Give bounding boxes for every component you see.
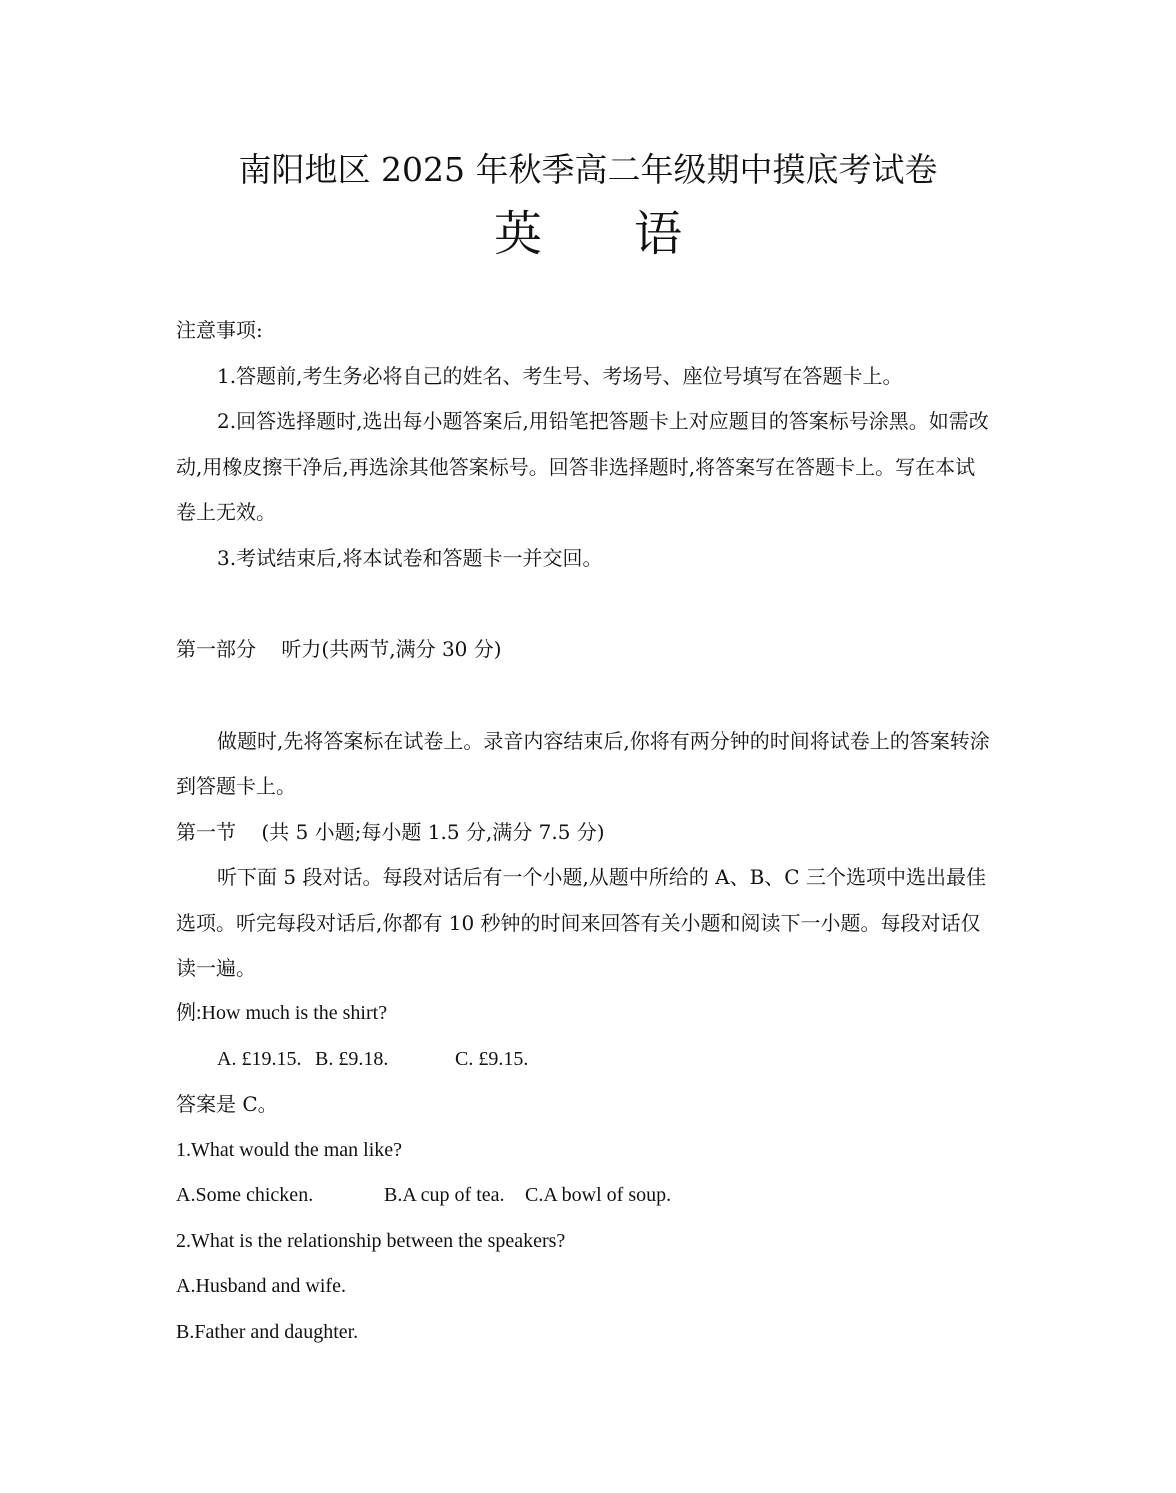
question-2-option-b: B.Father and daughter.	[176, 1321, 359, 1343]
section1-intro-line-3: 读一遍。	[176, 956, 256, 980]
example-option-a: A. £19.15.	[217, 1048, 302, 1070]
question-1-stem: 1.What would the man like?	[176, 1139, 403, 1161]
part1-intro-line-2: 到答题卡上。	[176, 774, 296, 798]
example-answer: 答案是 C。	[176, 1092, 278, 1116]
section1-heading: 第一节 (共 5 小题;每小题 1.5 分,满分 7.5 分)	[176, 820, 605, 844]
notice-item-2-line-1: 2.回答选择题时,选出每小题答案后,用铅笔把答题卡上对应题目的答案标号涂黑。如需改	[217, 409, 989, 433]
notice-heading: 注意事项:	[176, 318, 263, 342]
example-question: 例:How much is the shirt?	[176, 1002, 388, 1024]
exam-title: 南阳地区 2025 年秋季高二年级期中摸底考试卷	[238, 150, 938, 189]
section1-intro-line-1: 听下面 5 段对话。每段对话后有一个小题,从题中所给的 A、B、C 三个选项中选出最佳	[217, 865, 986, 889]
question-1-option-b: B.A cup of tea.	[384, 1184, 505, 1206]
example-option-c: C. £9.15.	[455, 1048, 529, 1070]
example-option-b: B. £9.18.	[315, 1048, 389, 1070]
question-2-option-a: A.Husband and wife.	[176, 1275, 346, 1297]
notice-item-1: 1.答题前,考生务必将自己的姓名、考生号、考场号、座位号填写在答题卡上。	[217, 364, 903, 388]
notice-item-3: 3.考试结束后,将本试卷和答题卡一并交回。	[217, 546, 603, 570]
part1-heading: 第一部分 听力(共两节,满分 30 分)	[176, 637, 502, 661]
part1-intro-line-1: 做题时,先将答案标在试卷上。录音内容结束后,你将有两分钟的时间将试卷上的答案转涂	[217, 729, 990, 753]
exam-subject: 英语	[493, 206, 774, 262]
section1-intro-line-2: 选项。听完每段对话后,你都有 10 秒钟的时间来回答有关小题和阅读下一小题。每段对话仅	[176, 911, 981, 935]
notice-item-2-line-2: 动,用橡皮擦干净后,再选涂其他答案标号。回答非选择题时,将答案写在答题卡上。写在本试	[176, 455, 976, 479]
question-1-option-a: A.Some chicken.	[176, 1184, 314, 1206]
question-2-stem: 2.What is the relationship between the speakers?	[176, 1230, 566, 1252]
notice-item-2-line-3: 卷上无效。	[176, 500, 276, 524]
question-1-option-c: C.A bowl of soup.	[525, 1184, 672, 1206]
